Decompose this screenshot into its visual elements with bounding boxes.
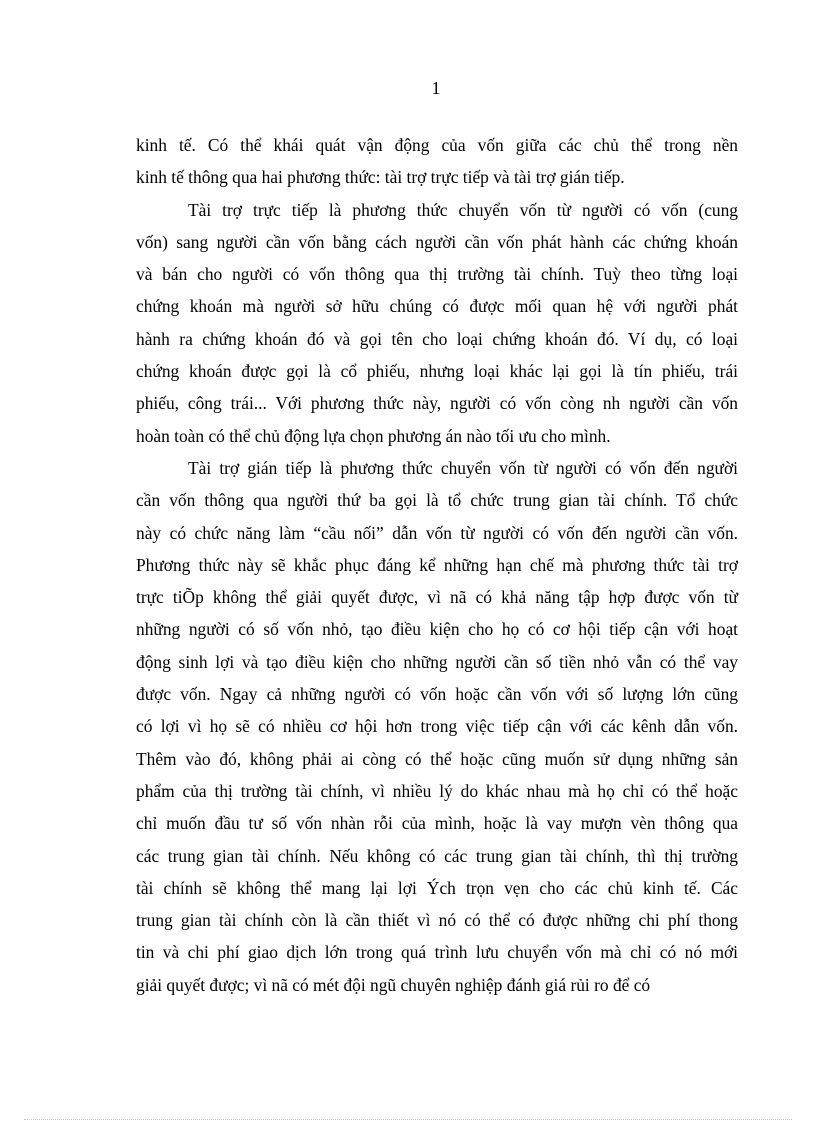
- text-line: và bán cho người có vốn thông qua thị trường tài chính. Tuỳ theo từng loại: [136, 264, 738, 285]
- page-number: 1: [431, 78, 441, 98]
- text-line: trung gian tài chính còn là cần thiết vì nó có thể có được những chi phí thong: [136, 910, 738, 931]
- text-line: tài chính sẽ không thể mang lại lợi Ých trọn vẹn cho các chủ kinh tế. Các: [136, 877, 738, 898]
- text-line: tin và chi phí giao dịch lớn trong quá trình lưu chuyển vốn mà chỉ có nó mới: [136, 942, 738, 963]
- text-line: Tài trợ trực tiếp là phương thức chuyển vốn từ người có vốn (cung: [188, 199, 738, 220]
- text-line: Phương thức này sẽ khắc phục đáng kể những hạn chế mà phương thức tài trợ: [136, 554, 738, 575]
- text-line: chứng khoán mà người sở hữu chúng có được mối quan hệ với người phát: [136, 296, 738, 317]
- text-line: trực tiÕp không thể giải quyết được, vì nã có khả năng tập hợp được vốn từ: [136, 587, 738, 608]
- text-line: phẩm của thị trường tài chính, vì nhiều lý do khác nhau mà họ chỉ có thể hoặc: [136, 780, 738, 801]
- text-line: chỉ muốn đầu tư số vốn nhàn rỗi của mình, hoặc là vay mượn vèn thông qua: [136, 813, 738, 834]
- text-line: giải quyết được; vì nã có mét đội ngũ chuyên nghiệp đánh giá rủi ro để có: [136, 974, 651, 995]
- text-line: động sinh lợi và tạo điều kiện cho những người cần số tiền nhỏ vẫn có thể vay: [136, 651, 738, 672]
- text-line: này có chức năng làm “cầu nối” dẫn vốn từ người có vốn đến người cần vốn.: [136, 522, 738, 543]
- text-line: các trung gian tài chính. Nếu không có các trung gian tài chính, thì thị trường: [136, 845, 738, 866]
- page-bottom-divider: [24, 1119, 792, 1120]
- text-line: Tài trợ gián tiếp là phương thức chuyển vốn từ người có vốn đến người: [188, 457, 738, 478]
- text-line: hành ra chứng khoán đó và gọi tên cho loại chứng khoán đó. Ví dụ, có loại: [136, 328, 738, 349]
- text-line: cần vốn thông qua người thứ ba gọi là tổ chức trung gian tài chính. Tổ chức: [136, 490, 738, 511]
- text-line: phiếu, công trái... Với phương thức này, người có vốn còng nh người cần vốn: [136, 393, 738, 414]
- document-body: [136, 129, 738, 1001]
- text-line: những người có số vốn nhỏ, tạo điều kiện cho họ có cơ hội tiếp cận với hoạt: [136, 619, 738, 640]
- text-line: Thêm vào đó, không phải ai còng có thể hoặc cũng muốn sử dụng những sản: [136, 748, 738, 769]
- text-line: kinh tế thông qua hai phương thức: tài trợ trực tiếp và tài trợ gián tiếp.: [136, 167, 625, 188]
- text-line: hoàn toàn có thể chủ động lựa chọn phương án nào tối ưu cho mình.: [136, 425, 611, 446]
- text-line: được vốn. Ngay cả những người có vốn hoặc cần vốn với số lượng lớn cũng: [136, 684, 738, 705]
- text-line: kinh tế. Có thể khái quát vận động của vốn giữa các chủ thể trong nền: [136, 135, 738, 155]
- text-line: vốn) sang người cần vốn bằng cách người cần vốn phát hành các chứng khoán: [136, 231, 738, 252]
- text-line: có lợi vì họ sẽ có nhiều cơ hội hơn trong việc tiếp cận với các kênh dẫn vốn.: [136, 716, 738, 737]
- text-line: chứng khoán được gọi là cổ phiếu, nhưng loại khác lại gọi là tín phiếu, trái: [136, 361, 738, 382]
